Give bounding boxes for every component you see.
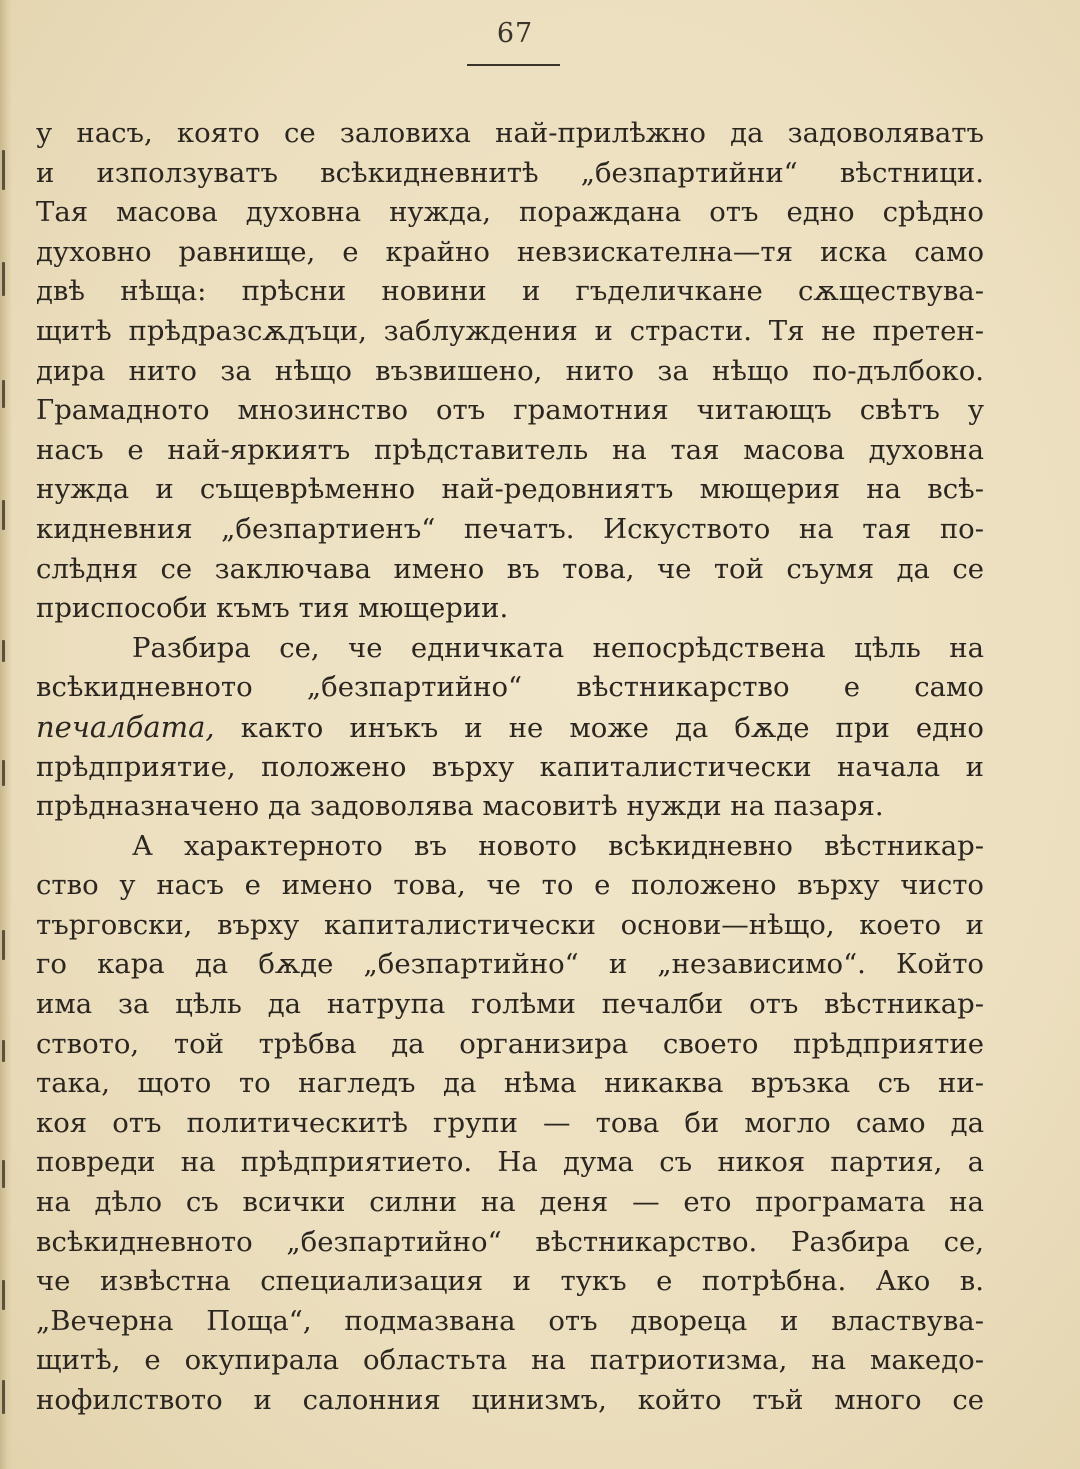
paragraph: [36, 827, 984, 1421]
gutter-mark: [2, 930, 5, 960]
text-line: Разбира се, че едничката непосрѣдствена цѣль на: [132, 631, 984, 664]
text-line: щитѣ прѣдразсѫдъци, заблуждения и страсти. Тя не претен-: [36, 314, 984, 347]
gutter-mark: [2, 500, 5, 530]
text-line: двѣ нѣща: прѣсни новини и гъделичкане сѫществува-: [36, 275, 984, 308]
text-line: „Вечерна Поща“, подмазвана отъ двореца и властвува-: [36, 1304, 984, 1337]
text-line: търговски, върху капиталистически основи—нѣщо, което и: [36, 908, 984, 941]
body-text: [36, 114, 984, 1421]
text-line: у насъ, която се заловиха най-прилѣжно да задоволяватъ: [36, 117, 984, 149]
text-line: слѣдня се заключава имено въ това, че той съумя да се: [36, 552, 984, 585]
gutter-mark: [2, 1160, 5, 1188]
text-line: нофилството и салонния цинизмъ, който тъй много се: [36, 1384, 984, 1416]
gutter-mark: [2, 1380, 5, 1414]
text-line-with-emphasis: [36, 708, 984, 748]
text-line: приспособи къмъ тия мющерии.: [36, 592, 509, 625]
text-line: и използуватъ всѣкидневнитѣ „безпартийни“ вѣстници.: [36, 156, 984, 189]
gutter-mark: [2, 760, 5, 786]
paragraph: [36, 114, 984, 629]
text-line: духовно равнище, е крайно невзискателна—тя иска само: [36, 235, 984, 268]
text-line: прѣдприятие, положено върху капиталистически начала и: [36, 750, 984, 783]
text-line: кидневния „безпартиенъ“ печатъ. Искуството на тая по-: [36, 512, 984, 545]
text-line: на дѣло съ всички силни на деня — ето програмата на: [36, 1186, 984, 1219]
gutter-mark: [2, 640, 5, 662]
text-line: има за цѣль да натрупа голѣми печалби отъ вѣстникар-: [36, 988, 984, 1021]
text-line: всѣкидневното „безпартийно“ вѣстникарство е само: [36, 671, 984, 704]
text-line: всѣкидневното „безпартийно“ вѣстникарство. Разбира се,: [36, 1225, 984, 1258]
gutter-mark: [2, 1040, 5, 1062]
paragraph: [36, 629, 984, 827]
text-line: Грамадното мнозинство отъ грамотния читающъ свѣтъ у: [36, 394, 984, 427]
text-line: нужда и същеврѣменно най-редовниятъ мющерия на всѣ-: [36, 473, 984, 506]
gutter-mark: [2, 1280, 5, 1310]
text-line: дира нито за нѣщо възвишено, нито за нѣщо по-дълбоко.: [36, 354, 984, 387]
text-line: ството, той трѣбва да организира своето прѣдприятие: [36, 1027, 984, 1060]
text-line: ство у насъ е имено това, че то е положено върху чисто: [36, 869, 984, 902]
gutter-mark: [2, 380, 5, 408]
text-line: коя отъ политическитѣ групи — това би могло само да: [36, 1106, 984, 1139]
text-line: А характерното въ новото всѣкидневно вѣстникар-: [132, 829, 984, 862]
gutter-mark: [2, 262, 5, 296]
page-number-rule: [467, 64, 560, 66]
gutter-mark: [2, 150, 5, 190]
text-line: Тая масова духовна нужда, пораждана отъ едно срѣдно: [36, 196, 984, 229]
text-line: така, щото то нагледъ да нѣма никаква връзка съ ни-: [36, 1067, 984, 1100]
text-line: прѣдназначено да задоволява масовитѣ нужди на пазаря.: [36, 790, 884, 823]
text-line: щитѣ, е окупирала областьта на патриотизма, на македо-: [36, 1344, 984, 1377]
emphasized-word: печалбата,: [36, 709, 215, 744]
text-line: повреди на прѣдприятието. На дума съ никоя партия, а: [36, 1146, 984, 1179]
text-line: насъ е най-яркиятъ прѣдставитель на тая масова духовна: [36, 433, 984, 466]
text-line: че извѣстна специализация и тукъ е потрѣбна. Ако в.: [36, 1265, 984, 1298]
page-number: 67: [496, 18, 534, 49]
page-gutter-edge: [0, 0, 12, 1469]
text-span: както инъкъ и не може да бѫде при едно: [240, 711, 984, 744]
text-line: го кара да бѫде „безпартийно“ и „независимо“. Който: [36, 948, 984, 981]
